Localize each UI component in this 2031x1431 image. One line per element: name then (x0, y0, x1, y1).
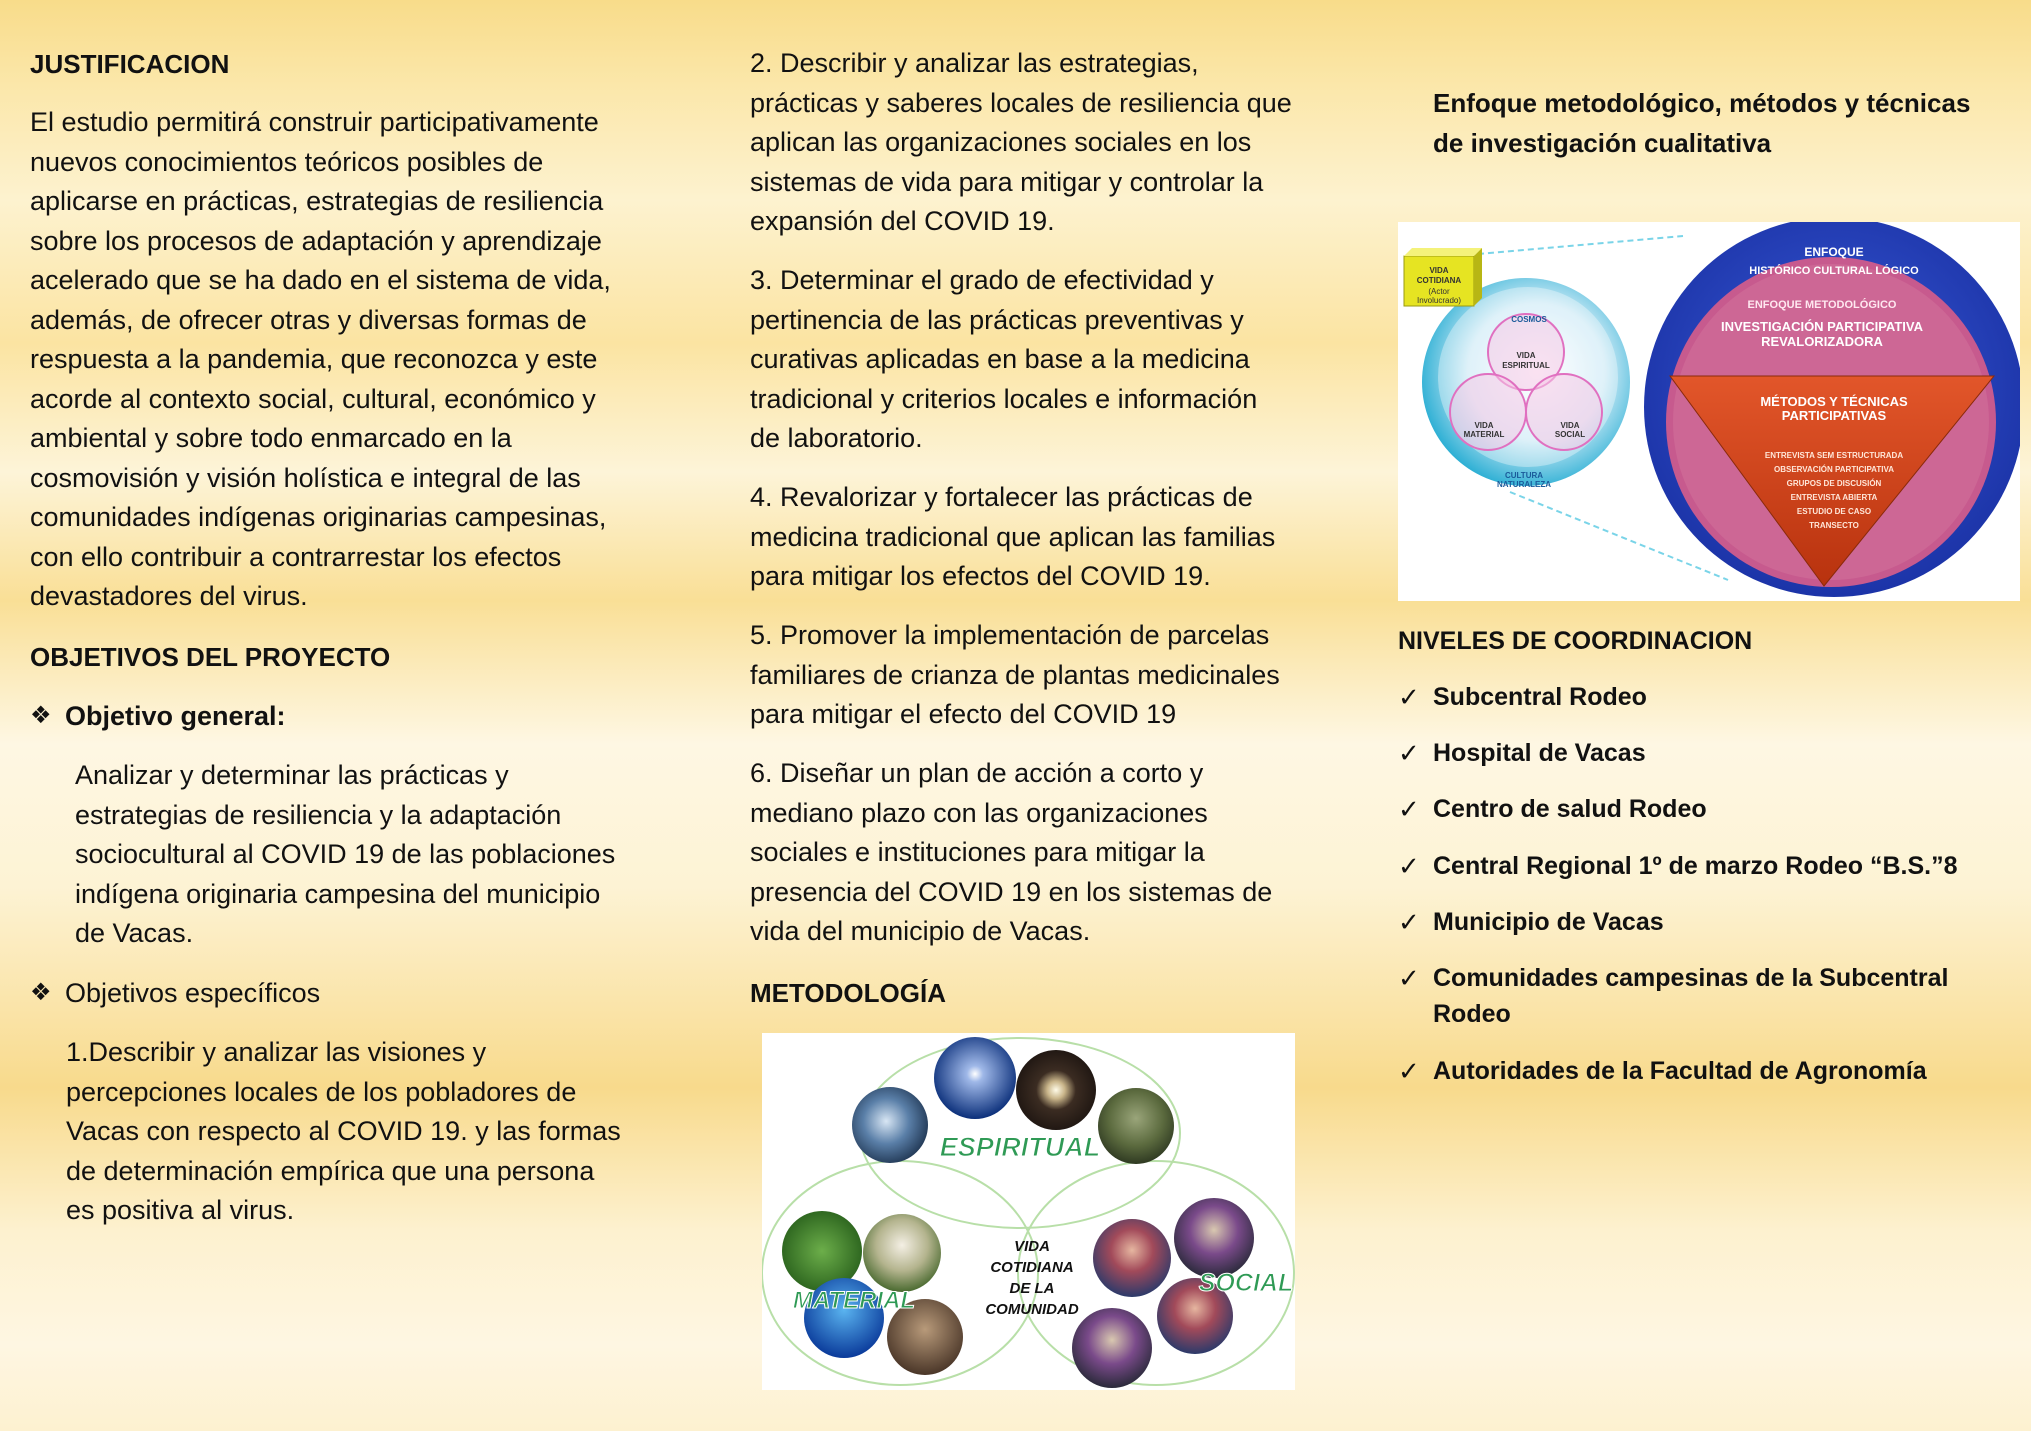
venn-material-label: MATERIAL (792, 1287, 916, 1314)
diagram-technique: GRUPOS DE DISCUSIÓN (1786, 479, 1882, 488)
text-line: vida del municipio de Vacas. (750, 916, 1091, 946)
diagram-enfoque-metodologico: ENFOQUE METODOLÓGICO (1747, 299, 1897, 311)
text-line: 2. Describir y analizar las estrategias, (750, 48, 1199, 78)
check-icon: ✓ (1398, 1056, 1420, 1086)
venn-center-line: DE LA (1009, 1280, 1055, 1297)
text-line: Enfoque metodológico, métodos y técnicas (1433, 88, 1971, 118)
text-line: comunidades indígenas originarias campesinas, (30, 502, 607, 532)
text-line: sistemas de vida para mitigar y controlar la (750, 166, 1264, 197)
text-line: devastadores del virus. (30, 581, 308, 611)
diagram-enfoque-line: HISTÓRICO CULTURAL LÓGICO (1749, 265, 1919, 277)
diagram-technique: ESTUDIO DE CASO (1796, 507, 1872, 516)
diagram-technique: ENTREVISTA ABIERTA (1790, 493, 1878, 502)
objetivos-especificos-heading (30, 973, 320, 1013)
check-icon: ✓ (1398, 907, 1420, 937)
check-icon: ✓ (1398, 794, 1420, 824)
justificacion-paragraph (30, 103, 670, 617)
text-line: pertinencia de las prácticas preventivas y (750, 304, 1244, 335)
text-line: acorde al contexto social, cultural, económico y (30, 383, 596, 414)
diagram-enfoque-line: ENFOQUE (1804, 245, 1864, 259)
vida-cotidiana-venn-image (762, 1033, 1295, 1390)
text-line: Vacas con respecto al COVID 19. y las formas (66, 1116, 621, 1146)
metodologia-heading: METODOLOGÍA (750, 978, 946, 1008)
text-line: mediano plazo con las organizaciones (750, 797, 1208, 828)
objetivo-general-heading (30, 696, 286, 736)
text-line: 6. Diseñar un plan de acción a corto y (750, 758, 1204, 788)
text-line: estrategias de resiliencia y la adaptación (75, 799, 562, 830)
enfoque-metodologico-diagram (1398, 222, 2020, 601)
nivel-item (1398, 791, 1707, 827)
diagram-vida-material: VIDA (1474, 421, 1494, 430)
text-line: 5. Promover la implementación de parcelas (750, 620, 1270, 650)
diamond-bullet-icon: ❖ (30, 979, 52, 1006)
objetivo-general-label: Objetivo general: (65, 701, 286, 731)
text-line: de investigación cualitativa (1433, 128, 1772, 158)
diagram-metodos-line: PARTICIPATIVAS (1781, 408, 1887, 423)
venn-center-line: COTIDIANA (990, 1259, 1074, 1276)
text-line: aplicarse en prácticas, estrategias de resiliencia (30, 186, 604, 216)
nivel-item (1398, 904, 1664, 940)
text-line: de determinación empírica que una persona (66, 1155, 595, 1186)
objetivos-especificos-label: Objetivos específicos (65, 978, 321, 1008)
text-line: tradicional y criterios locales e información (750, 383, 1258, 414)
diagram-vida-espiritual: VIDA (1516, 351, 1536, 360)
text-line: cosmovisión y visión holística e integral de las (30, 462, 581, 493)
text-line: Analizar y determinar las prácticas y (75, 760, 509, 790)
diagram-box-line: COTIDIANA (1416, 276, 1462, 285)
text-line: familiares de crianza de plantas medicinales (750, 659, 1280, 690)
enfoque-heading (1433, 83, 2023, 163)
text-line: Comunidades campesinas de la Subcentral (1433, 964, 1949, 992)
venn-center-line: COMUNIDAD (985, 1301, 1079, 1318)
text-line: percepciones locales de los pobladores de (66, 1076, 577, 1107)
text-line: indígena originaria campesina del municipio (75, 878, 601, 909)
text-line: 4. Revalorizar y fortalecer las prácticas de (750, 482, 1253, 512)
diagram-technique: TRANSECTO (1809, 521, 1859, 530)
text-line: acelerado que se ha dado en el sistema de vida, (30, 265, 611, 295)
objetivo-especifico-4 (750, 478, 1330, 597)
diagram-metodos-line: MÉTODOS Y TÉCNICAS (1760, 394, 1908, 409)
diagram-vida-social: VIDA (1560, 421, 1580, 430)
nivel-item (1398, 735, 1646, 771)
nivel-item (1398, 1053, 1927, 1089)
diagram-vida-social: SOCIAL (1554, 430, 1586, 439)
nivel-label: Hospital de Vacas (1433, 739, 1646, 767)
diagram-box-line: (Actor (1428, 287, 1450, 296)
text-line: prácticas y saberes locales de resiliencia que (750, 87, 1292, 118)
text-line: 3. Determinar el grado de efectividad y (750, 265, 1214, 295)
nivel-item (1398, 848, 1958, 884)
diagram-technique: OBSERVACIÓN PARTICIPATIVA (1773, 465, 1895, 474)
venn-center-line: VIDA (1014, 1238, 1050, 1255)
diagram-cosmos-label: COSMOS (1511, 315, 1547, 324)
diagram-investigacion-line: REVALORIZADORA (1761, 334, 1883, 349)
objetivo-especifico-2 (750, 44, 1330, 242)
text-line: El estudio permitirá construir participativamente (30, 107, 599, 137)
text-line: sobre los procesos de adaptación y aprendizaje (30, 225, 602, 256)
text-line: presencia del COVID 19 en los sistemas de (750, 876, 1273, 907)
text-line: para mitigar el efecto del COVID 19 (750, 699, 1177, 729)
diagram-technique: ENTREVISTA SEM ESTRUCTURADA (1764, 451, 1904, 460)
text-line: para mitigar los efectos del COVID 19. (750, 561, 1211, 591)
text-line: ambiental y sobre todo enmarcado en la (30, 423, 512, 453)
objetivo-especifico-6 (750, 754, 1330, 952)
check-icon: ✓ (1398, 682, 1420, 712)
text-line: sociales e instituciones para mitigar la (750, 837, 1205, 867)
diagram-cultura-naturaleza: CULTURA (1504, 471, 1544, 480)
text-line: con ello contribuir a contrarrestar los efectos (30, 541, 562, 572)
nivel-label: Municipio de Vacas (1433, 908, 1664, 936)
nivel-label: Central Regional 1º de marzo Rodeo “B.S.”8 (1433, 852, 1958, 880)
text-line: respuesta a la pandemia, que reconozca y este (30, 344, 598, 374)
niveles-heading: NIVELES DE COORDINACION (1398, 627, 1753, 655)
text-line: además, de ofrecer otras y diversas formas de (30, 304, 587, 335)
check-icon: ✓ (1398, 851, 1420, 881)
diagram-vida-espiritual: ESPIRITUAL (1502, 361, 1550, 370)
nivel-item (1398, 960, 1948, 1032)
text-line: Rodeo (1433, 1000, 1511, 1028)
venn-espiritual-label: ESPIRITUAL (939, 1132, 1101, 1162)
justificacion-heading: JUSTIFICACION (30, 49, 230, 79)
text-line: 1.Describir y analizar las visiones y (66, 1037, 487, 1067)
objetivo-especifico-1 (66, 1033, 676, 1231)
text-line: aplican las organizaciones sociales en los (750, 127, 1252, 157)
nivel-label: Subcentral Rodeo (1433, 683, 1647, 711)
nivel-label: Centro de salud Rodeo (1433, 795, 1707, 823)
diagram-vida-material: MATERIAL (1463, 430, 1505, 439)
text-line: de laboratorio. (750, 423, 923, 453)
text-line: sociocultural al COVID 19 de las poblaciones (75, 839, 616, 869)
venn-social-label: SOCIAL (1198, 1269, 1294, 1297)
diagram-box-line: Involucrado) (1416, 296, 1462, 305)
diagram-box-line: VIDA (1429, 266, 1449, 275)
diagram-cultura-naturaleza: NATURALEZA (1496, 480, 1552, 489)
text-line: es positiva al virus. (66, 1195, 295, 1225)
text-line: nuevos conocimientos teóricos posibles de (30, 146, 544, 177)
objetivo-especifico-5 (750, 616, 1330, 735)
objetivo-especifico-3 (750, 261, 1330, 459)
objetivo-general-paragraph (75, 756, 675, 954)
text-line: medicina tradicional que aplican las familias (750, 521, 1276, 552)
diamond-bullet-icon: ❖ (30, 702, 52, 729)
nivel-label (1433, 960, 1948, 1032)
diagram-investigacion-line: INVESTIGACIÓN PARTICIPATIVA (1721, 319, 1923, 334)
check-icon: ✓ (1398, 963, 1420, 993)
nivel-label: Autoridades de la Facultad de Agronomía (1433, 1057, 1927, 1085)
text-line: expansión del COVID 19. (750, 206, 1055, 236)
check-icon: ✓ (1398, 738, 1420, 768)
text-line: de Vacas. (75, 918, 194, 948)
text-line: curativas aplicadas en base a la medicina (750, 344, 1250, 374)
objetivos-heading: OBJETIVOS DEL PROYECTO (30, 642, 391, 672)
nivel-item (1398, 679, 1647, 715)
